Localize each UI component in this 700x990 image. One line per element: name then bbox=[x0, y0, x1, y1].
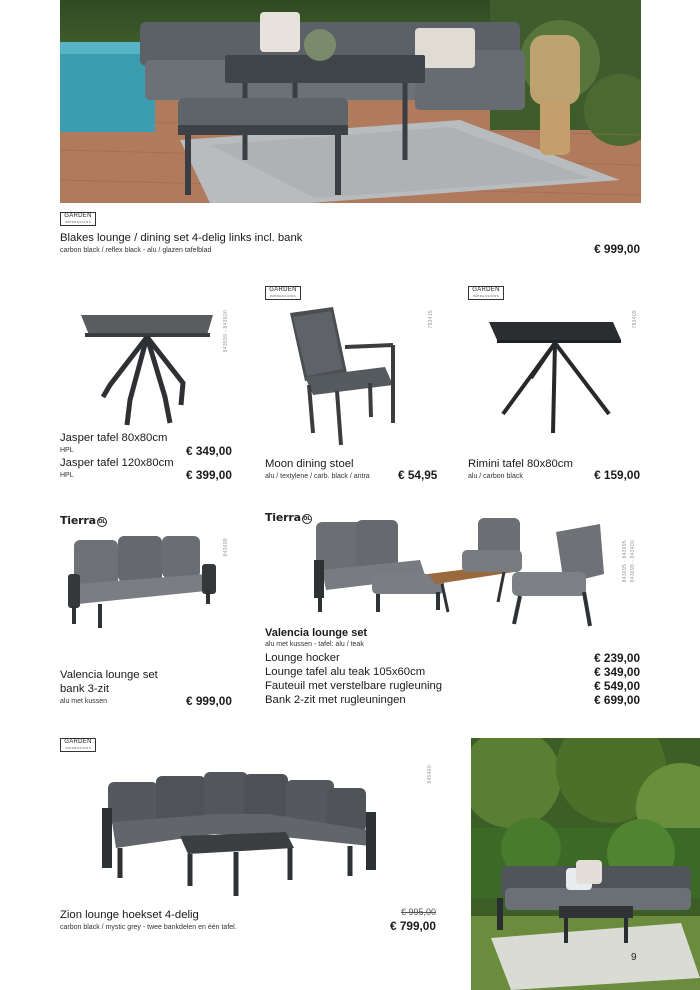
jasper-spec-2: HPL bbox=[60, 472, 74, 479]
valencia-bench-spec: alu met kussen bbox=[60, 698, 108, 705]
tierra-name: Tierra bbox=[60, 514, 96, 527]
valencia-prices bbox=[594, 651, 640, 707]
jasper-price-2: € 399,00 bbox=[186, 468, 232, 482]
tierra-outdoor-logo bbox=[265, 511, 312, 524]
rimini-price: € 159,00 bbox=[594, 468, 640, 482]
brand-sub: IMPRESSIONS bbox=[472, 294, 500, 298]
zion-name: Zion lounge hoekset 4-delig bbox=[60, 909, 199, 921]
hero-title: Blakes lounge / dining set 4-delig links incl. bank bbox=[60, 232, 303, 244]
garden-impressions-logo bbox=[60, 212, 96, 226]
valencia-set-image bbox=[308, 512, 614, 630]
hero-price: € 999,00 bbox=[594, 242, 640, 256]
rimini-name: Rimini tafel 80x80cm bbox=[468, 458, 573, 470]
jasper-spec-1: HPL bbox=[60, 447, 74, 454]
moon-price: € 54,95 bbox=[398, 468, 438, 482]
jasper-article-code: 843599 - 843600 bbox=[223, 310, 229, 353]
zion-spec: carbon black / mystic grey - twee bankdelen en één tafel. bbox=[60, 924, 237, 931]
zion-old-price: € 995,00 bbox=[401, 907, 437, 917]
garden-impressions-logo bbox=[468, 286, 504, 300]
tierra-name: Tierra bbox=[265, 511, 301, 524]
jasper-name-1: Jasper tafel 80x80cm bbox=[60, 432, 168, 444]
zion-lounge-image bbox=[98, 768, 380, 898]
jasper-price-1: € 349,00 bbox=[186, 444, 232, 458]
valencia-set-code-2: 843698 - 843400 bbox=[630, 540, 636, 583]
garden-impressions-logo bbox=[265, 286, 301, 300]
rimini-table-image bbox=[485, 318, 625, 436]
tierra-badge: OL bbox=[98, 519, 106, 525]
valencia-item-price: € 549,00 bbox=[594, 679, 640, 693]
valencia-item-price: € 349,00 bbox=[594, 665, 640, 679]
valencia-set-spec: alu met kussen - tafel: alu / teak bbox=[265, 641, 364, 648]
jasper-table-image bbox=[75, 305, 220, 435]
moon-article-code: 783415 bbox=[428, 310, 434, 329]
moon-spec: alu / textylene / carb. black / antra bbox=[265, 473, 370, 480]
page-number: 9 bbox=[631, 952, 637, 963]
moon-name: Moon dining stoel bbox=[265, 458, 354, 470]
valencia-item-name: Lounge tafel alu teak 105x60cm bbox=[265, 666, 426, 678]
zion-lifestyle-photo bbox=[471, 738, 700, 990]
valencia-bench-image bbox=[66, 532, 218, 630]
valencia-item-price: € 239,00 bbox=[594, 651, 640, 665]
garden-impressions-logo bbox=[60, 738, 96, 752]
valencia-bench-price: € 999,00 bbox=[186, 694, 232, 708]
brand-name: GARDEN bbox=[269, 287, 297, 293]
brand-sub: IMPRESSIONS bbox=[64, 220, 92, 224]
valencia-items bbox=[265, 651, 442, 707]
brand-name: GARDEN bbox=[64, 739, 92, 745]
valencia-item-price: € 699,00 bbox=[594, 693, 640, 707]
rimini-spec: alu / carbon black bbox=[468, 473, 523, 480]
valencia-item-name: Lounge hocker bbox=[265, 652, 340, 664]
valencia-set-code-1: 843695 - 843695 bbox=[622, 540, 628, 583]
hero-photo bbox=[60, 0, 641, 203]
valencia-set-title: Valencia lounge set bbox=[265, 627, 368, 639]
brand-sub: IMPRESSIONS bbox=[269, 294, 297, 298]
zion-price: € 799,00 bbox=[390, 919, 436, 933]
valencia-bench-code: 843699 bbox=[223, 538, 229, 557]
brand-name: GARDEN bbox=[64, 213, 92, 219]
hero-spec: carbon black / reflex black - alu / glazen tafelblad bbox=[60, 247, 212, 254]
moon-chair-image bbox=[285, 305, 400, 447]
rimini-article-code: 783409 bbox=[632, 310, 638, 329]
brand-sub: IMPRESSIONS bbox=[64, 746, 92, 750]
valencia-item-name: Bank 2-zit met rugleuningen bbox=[265, 694, 406, 706]
tierra-outdoor-logo bbox=[60, 514, 107, 527]
zion-article-code: 845460 bbox=[427, 765, 433, 784]
valencia-item-name: Fauteuil met verstelbare rugleuning bbox=[265, 680, 443, 692]
tierra-badge: OL bbox=[303, 516, 311, 522]
valencia-bench-name-1: Valencia lounge set bbox=[60, 669, 158, 681]
jasper-name-2: Jasper tafel 120x80cm bbox=[60, 457, 174, 469]
brand-name: GARDEN bbox=[472, 287, 500, 293]
valencia-bench-name-2: bank 3-zit bbox=[60, 683, 109, 695]
